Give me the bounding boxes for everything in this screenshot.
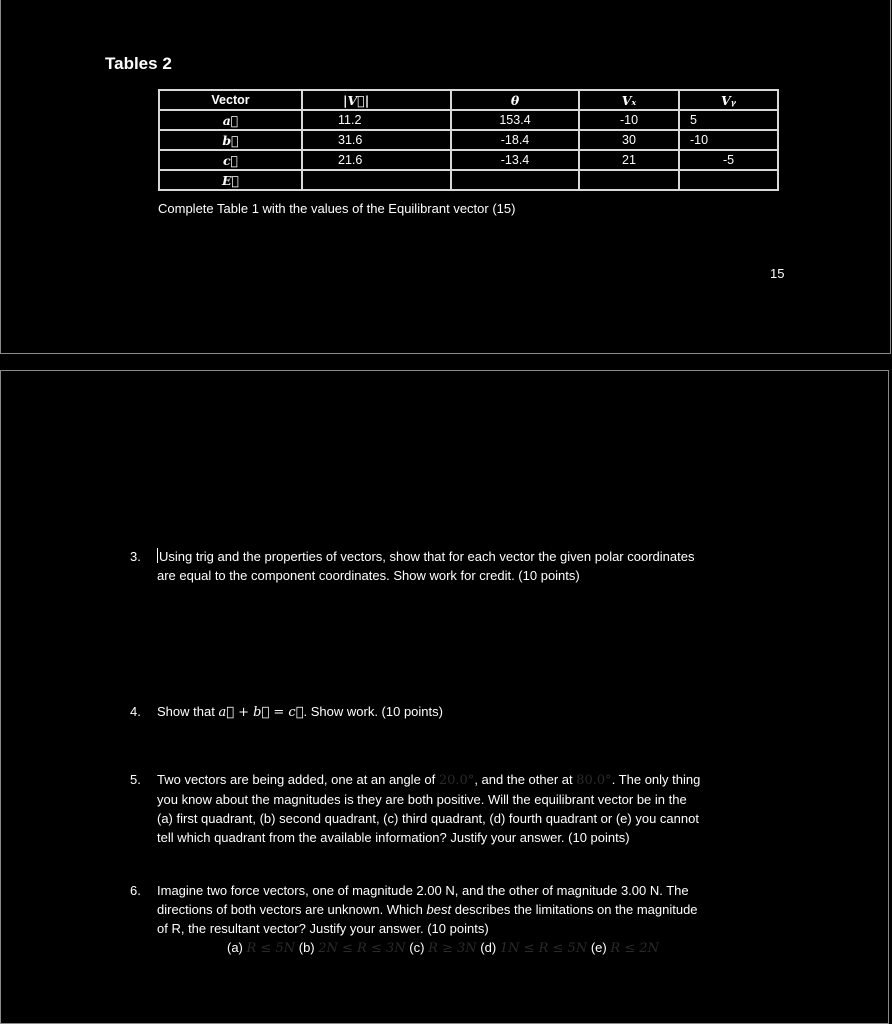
option-d: (d) 1N ≤ R ≤ 5N [480, 940, 588, 956]
question-text[interactable]: Using trig and the properties of vectors, show that for each vector the given polar coordinates are equal to the component coordinates. Show work for credit. (10 points) [157, 549, 695, 583]
option-b: (b) 2N ≤ R ≤ 3N [298, 940, 406, 956]
cell-magnitude: 21.6 [302, 150, 451, 170]
vector-table [158, 89, 779, 191]
table-row [159, 150, 778, 170]
questions-section [0, 370, 889, 1024]
cell-vx[interactable] [579, 170, 679, 190]
cell-magnitude[interactable] [302, 170, 451, 190]
angle-1: 20.0° [438, 773, 475, 788]
cell-magnitude: 31.6 [302, 130, 451, 150]
question-number: 6. [130, 883, 141, 898]
row-label: E⃗ [159, 170, 302, 190]
header-magnitude: |V⃗| [302, 90, 451, 110]
option-e: (e) R ≤ 2N [590, 940, 659, 956]
angle-2: 80.0° [576, 773, 612, 788]
text-cursor [157, 548, 158, 563]
cell-magnitude: 11.2 [302, 110, 451, 130]
header-theta: θ [451, 90, 579, 110]
cell-vx: 30 [579, 130, 679, 150]
cell-vy: -5 [679, 150, 778, 170]
cell-theta[interactable] [451, 170, 579, 190]
row-label: b⃗ [159, 130, 302, 150]
table-header-row [159, 90, 778, 110]
cell-vy: 5 [679, 110, 778, 130]
cell-theta: 153.4 [451, 110, 579, 130]
table-row [159, 130, 778, 150]
question-text: Imagine two force vectors, one of magnitude 2.00 N, and the other of magnitude 3.00 N. The directions of both vectors are unknown. Which best describes the limitations on the magnitude of R, the resultant vector? Justify your answer. (10 points) (a) R ≤ 5N (b) 2N ≤ R ≤ 3N (c) R ≥ 3N (d) 1N ≤ R ≤ 5N (e) R ≤ 2N [157, 883, 698, 956]
question-text: Show that a⃗ + b⃗ = c⃗. Show work. (10 points) [157, 704, 443, 720]
row-label: c⃗ [159, 150, 302, 170]
question-number: 3. [130, 549, 141, 564]
option-c: (c) R ≥ 3N [409, 940, 477, 956]
question-number: 5. [130, 772, 141, 787]
vector-equation: a⃗ + b⃗ = c⃗ [218, 705, 304, 720]
cell-vy[interactable] [679, 170, 778, 190]
table-row [159, 170, 778, 190]
answer-options [157, 938, 698, 958]
question-number: 4. [130, 704, 141, 719]
table-row [159, 110, 778, 130]
cell-theta: -18.4 [451, 130, 579, 150]
header-vector: Vector [159, 90, 302, 110]
option-a: (a) R ≤ 5N [227, 940, 296, 956]
section-title: Tables 2 [105, 54, 172, 73]
cell-vx: -10 [579, 110, 679, 130]
table-caption: Complete Table 1 with the values of the Equilibrant vector (15) [158, 201, 516, 216]
cell-vy: -10 [679, 130, 778, 150]
table-section [0, 0, 891, 354]
question-text: Two vectors are being added, one at an angle of 20.0°, and the other at 80.0°. The only thing you know about the magnitudes is they are both positive. Will the equilibrant vector be in the (a) first quadrant, (b) second quadrant, (c) third quadrant, (d) fourth quadrant or (e) you cannot tell which quadrant from the available information? Justify your answer. (10 points) [157, 772, 701, 845]
header-vx: Vₓ [579, 90, 679, 110]
row-label: a⃗ [159, 110, 302, 130]
header-vy: Vᵧ [679, 90, 778, 110]
page-number: 15 [770, 266, 785, 281]
cell-theta: -13.4 [451, 150, 579, 170]
cell-vx: 21 [579, 150, 679, 170]
